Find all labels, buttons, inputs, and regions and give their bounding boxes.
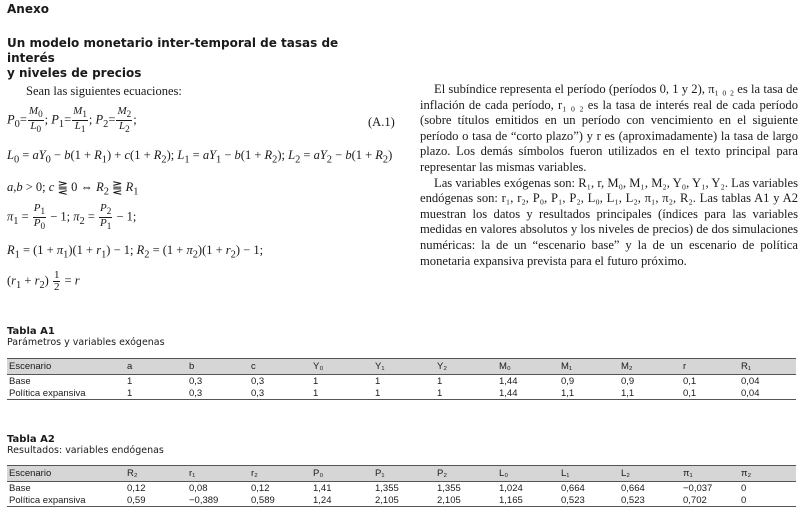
col-header: L₀ (499, 468, 509, 479)
equation-inflation: $\pi_1$ = $\frac{P_1}{P_0}$ − 1; $\pi_2$ = $\frac{P_2}{P_1}$ − 1; (7, 202, 137, 232)
col-header: L₁ (561, 468, 570, 479)
equation-price-levels: $P_0=$ $\frac{M_0}{L_0}$ ; $P_1=$ $\frac{M_1}{L_1}$ ; $P_2=$ $\frac{M_2}{L_2}$ ; (7, 105, 137, 135)
table-cell: 0,9 (621, 375, 635, 387)
title-line-2: y niveles de precios (7, 66, 142, 80)
table-cell: 1 (313, 375, 319, 387)
table-cell: Política expansiva (9, 387, 86, 399)
table-cell: 1,1 (621, 387, 635, 399)
table-cell: 0,702 (683, 494, 707, 506)
col-header: Y₂ (437, 361, 448, 372)
table-cell: 0,1 (683, 387, 697, 399)
col-header: R₁ (741, 361, 752, 372)
table-cell: 0,9 (561, 375, 575, 387)
col-header: Escenario (9, 468, 52, 479)
table-cell: 0,3 (251, 375, 265, 387)
col-header: Y₁ (375, 361, 385, 372)
table-cell: 1 (313, 387, 319, 399)
col-header: b (189, 361, 195, 372)
table-row (7, 375, 796, 388)
table-cell: 0,589 (251, 494, 275, 506)
paragraph-subscripts: El subíndice representa el período (períodos 0, 1 y 2), π₁ ₀ ₂ es la tasa de inflación de cada período, r₁ ₀ ₂ es la tasa de interés real de cada período (sobre títulos emitidos en un período con vencimiento en el siguiente período o tasa de “corto plazo”) y r es (aproximadamente) la tasa de largo plazo. Los demás símbolos fueron utilizados en el texto principal para representar las mismas variables. (420, 82, 798, 174)
table-cell: 0,04 (741, 375, 760, 387)
table-header-row (7, 359, 796, 375)
table-cell: Base (9, 375, 31, 387)
table-cell: 0,3 (189, 375, 203, 387)
col-header: P₂ (437, 468, 448, 479)
table-a2-caption (7, 434, 164, 456)
table-cell: 1 (375, 387, 381, 399)
table-cell: 1 (437, 387, 443, 399)
table-cell: 0 (741, 494, 747, 506)
table-cell: 0,523 (561, 494, 585, 506)
col-header: π₁ (683, 468, 693, 479)
table-cell: Política expansiva (9, 494, 86, 506)
table-cell: 0,523 (621, 494, 645, 506)
equation-nominal-rates: $R_1 = (1 + \pi_1)(1 + r_1) - 1$; $R_2 = (1 + \pi_2)(1 + r_2) - 1$; (7, 243, 264, 261)
intro-text: Sean las siguientes ecuaciones: (26, 84, 182, 98)
table-cell: 0,12 (127, 482, 146, 494)
table-cell: 0,664 (561, 482, 585, 494)
paragraph-variables: Las variables exógenas son: R₁, r, M₀, M₁, M₂, Y₀, Y₁, Y₂. Las variables endógenas son: r₁, r₂, P₀, P₁, P₂, L₀, L₁, L₂, π₁, π₂, R₂. Las tablas A1 y A2 muestran los datos y resultados principales (índices para las variables medidas en valores absolutos y los niveles de precios) de dos simulaciones numéricas: la de un “escenario base” y la de un escenario de política monetaria expansiva prevista para el futuro próximo. (420, 175, 798, 268)
table-row (7, 482, 796, 495)
table-cell: 1,024 (499, 482, 523, 494)
table-cell: 1,24 (313, 494, 332, 506)
table-cell: 1 (127, 387, 133, 399)
explanation-text (420, 82, 798, 269)
table-cell: 2,105 (437, 494, 461, 506)
table-row (7, 494, 796, 507)
table-cell: 1,44 (499, 387, 518, 399)
appendix-title (7, 36, 387, 81)
table-cell: 0,1 (683, 375, 697, 387)
table-a2-subtitle: Resultados: variables endógenas (7, 445, 164, 456)
title-line-1: Un modelo monetario inter-temporal de tasas de interés (7, 36, 339, 65)
col-header: c (251, 361, 256, 372)
table-header-row (7, 466, 796, 482)
table-cell: 1,1 (561, 387, 575, 399)
col-header: π₂ (741, 468, 752, 479)
table-cell: Base (9, 482, 31, 494)
table-a1-title: Tabla A1 (7, 326, 55, 337)
table-a1-subtitle: Parámetros y variables exógenas (7, 337, 165, 348)
table-cell: 1 (127, 375, 133, 387)
table-cell: 0,04 (741, 387, 760, 399)
table-cell: 0,12 (251, 482, 270, 494)
col-header: Y₀ (313, 361, 324, 372)
table-cell: 0,59 (127, 494, 146, 506)
table-a2-title: Tabla A2 (7, 434, 55, 445)
table-cell: 1 (375, 375, 381, 387)
table-cell: 2,105 (375, 494, 399, 506)
col-header: R₂ (127, 468, 138, 479)
table-row (7, 387, 796, 400)
table-a1 (7, 358, 796, 400)
table-cell: 0 (741, 482, 747, 494)
col-header: a (127, 361, 133, 372)
col-header: P₀ (313, 468, 324, 479)
col-header: P₁ (375, 468, 385, 479)
col-header: L₂ (621, 468, 630, 479)
col-header: M₀ (499, 361, 511, 372)
table-cell: 1,41 (313, 482, 332, 494)
table-cell: 1,355 (437, 482, 461, 494)
table-cell: 0,3 (189, 387, 203, 399)
table-cell: −0,389 (189, 494, 219, 506)
equation-long-rate: $(r_1 + r_2)$ $\frac{1}{2}$ = r (7, 269, 80, 293)
equation-number: (A.1) (368, 115, 395, 129)
col-header: r₂ (251, 468, 258, 479)
col-header: M₂ (621, 361, 633, 372)
col-header: M₁ (561, 361, 573, 372)
table-a2 (7, 465, 796, 507)
table-cell: 0,3 (251, 387, 265, 399)
equation-conditions: a,b > 0; c ⪌ 0 ⇔ $R_2$ ⪌ $R_1$ (7, 180, 139, 198)
table-cell: 1,165 (499, 494, 523, 506)
equation-money-demand: $L_0 = aY_0 - b(1 + R_1) + c(1 + R_2)$; $L_1 = aY_1 - b(1 + R_2)$; $L_2 = aY_2 - b(1 + R_2)$ (7, 148, 393, 166)
table-a1-caption (7, 326, 165, 348)
col-header: r₁ (189, 468, 196, 479)
table-cell: −0,037 (683, 482, 713, 494)
table-cell: 1,44 (499, 375, 518, 387)
table-cell: 1 (437, 375, 443, 387)
col-header: Escenario (9, 361, 52, 372)
section-heading: Anexo (7, 2, 49, 16)
table-cell: 1,355 (375, 482, 399, 494)
table-cell: 0,08 (189, 482, 208, 494)
col-header: r (683, 361, 687, 372)
table-cell: 0,664 (621, 482, 645, 494)
